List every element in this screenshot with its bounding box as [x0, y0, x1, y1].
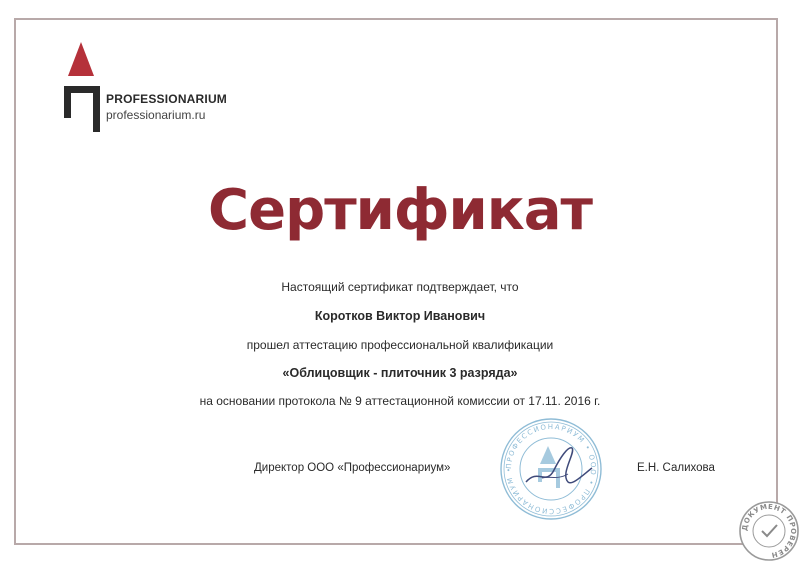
brand-url: professionarium.ru: [106, 108, 206, 122]
svg-text:ПРОФЕССИОНАРИУМ • ООО • ПРОФЕС: ПРОФЕССИОНАРИУМ • ООО • ПРОФЕССИОНАРИУМ •: [504, 422, 598, 516]
brand-name: PROFESSIONARIUM: [106, 92, 228, 106]
director-label: Директор ООО «Профессионариум»: [254, 462, 451, 474]
verified-badge-icon: [738, 500, 800, 562]
svg-text:ДОКУМЕНТ ПРОВЕРЕН: ДОКУМЕНТ ПРОВЕРЕН: [740, 502, 798, 560]
intro-text: Настоящий сертификат подтверждает, что: [281, 280, 519, 294]
passed-text: прошел аттестацию профессиональной квалификации: [246, 338, 554, 352]
logo: [62, 40, 262, 135]
signer-name: Е.Н. Салихова: [637, 462, 715, 474]
certificate-title: Сертификат: [208, 178, 592, 243]
logo-mark-icon: [62, 40, 106, 135]
basis-text: на основании протокола № 9 аттестационной комиссии от 17.11. 2016 г.: [199, 394, 601, 408]
recipient-name: Коротков Виктор Иванович: [314, 309, 486, 323]
qualification-text: «Облицовщик - плиточник 3 разряда»: [282, 366, 518, 380]
stamp-icon: [498, 416, 604, 522]
